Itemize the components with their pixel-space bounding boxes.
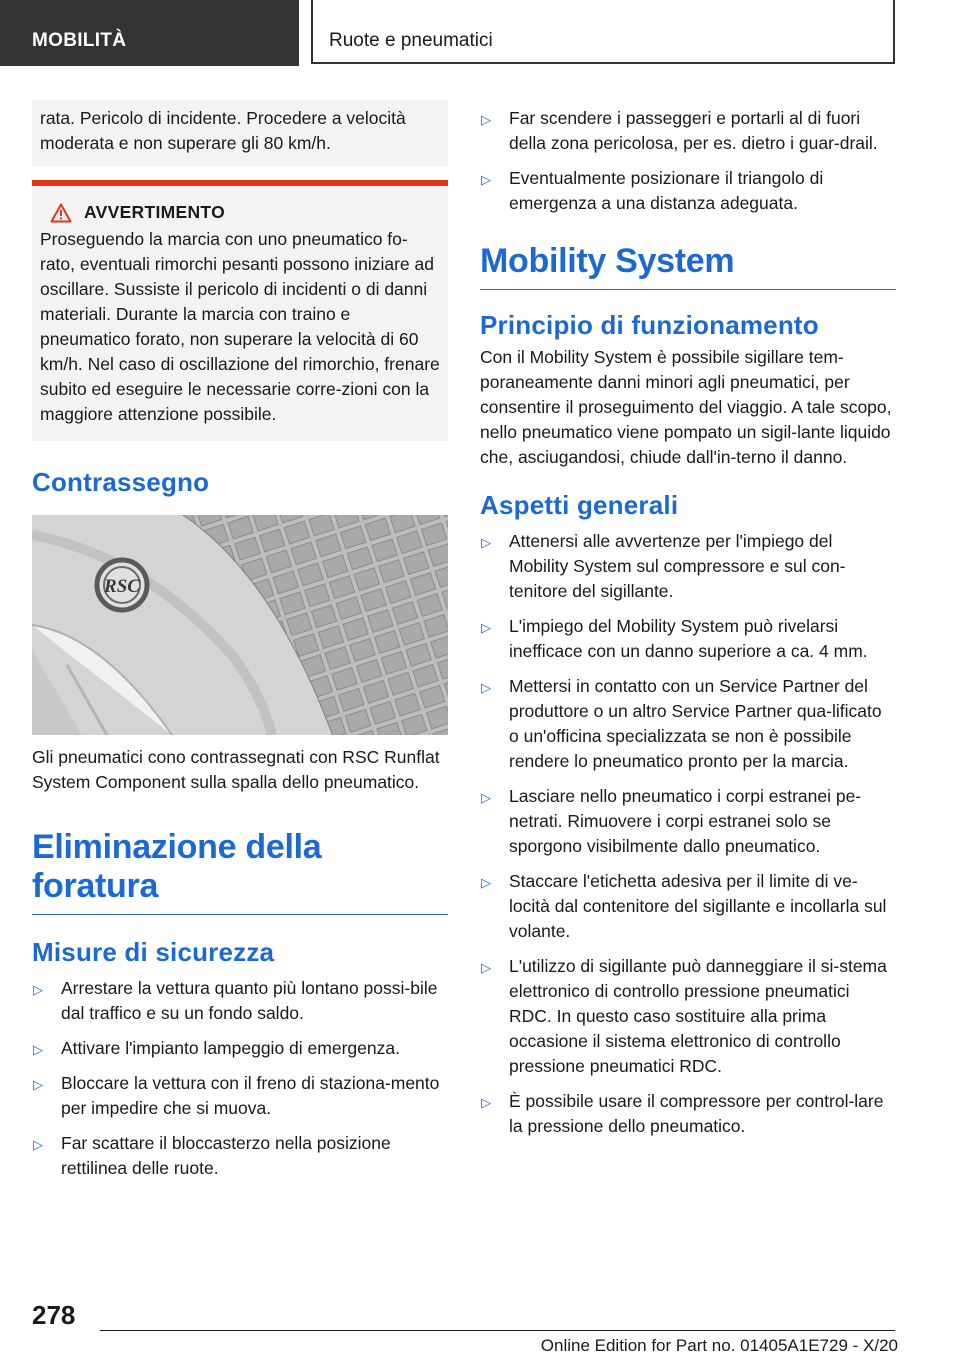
page-header — [0, 0, 960, 66]
right-column — [480, 106, 896, 1149]
triangle-bullet-icon: ▷ — [481, 790, 491, 805]
heading-contrassegno: Contrassegno — [32, 467, 210, 497]
list-item: ▷ Far scendere i passeggeri e portarli al di fuori della zona pericolosa, per es. dietro i guar‐drail. — [481, 108, 878, 153]
list-item: ▷ Lasciare nello pneumatico i corpi estranei pe‐netrati. Rimuovere i corpi estranei solo se sporgono visibilmente dallo pneumatico. — [481, 786, 862, 856]
footer-divider — [100, 1330, 895, 1331]
warning-text: Proseguendo la marcia con uno pneumatico fo‐rato, eventuali rimorchi pesanti possono iniziare ad oscillare. Sussiste il pericolo di incidenti o di danni materiali. Durante la marcia con traino e pneumatico forato, non superare la velocità di 60 km/h. Nel caso di oscillazione del rimorchio, frenare subito ed eseguire le necessarie corre‐zioni con la maggiore attenzione possibile. — [40, 229, 440, 424]
tire-sidewall-image — [32, 515, 448, 735]
triangle-bullet-icon: ▷ — [33, 1137, 43, 1152]
triangle-bullet-icon: ▷ — [481, 172, 491, 187]
warning-triangle-icon — [50, 203, 72, 223]
tire-illustration — [32, 515, 448, 735]
triangle-bullet-icon: ▷ — [481, 535, 491, 550]
warning-title-text: AVVERTIMENTO — [84, 202, 226, 222]
warning-title — [40, 200, 440, 225]
triangle-bullet-icon: ▷ — [481, 112, 491, 127]
continued-note-box — [32, 100, 448, 166]
list-item: ▷ Far scattare il bloccasterzo nella posizione rettilinea delle ruote. — [33, 1133, 391, 1178]
triangle-bullet-icon: ▷ — [33, 1042, 43, 1057]
left-column — [32, 100, 448, 1191]
list-item: ▷ Eventualmente posizionare il triangolo di emergenza a una distanza adeguata. — [481, 168, 824, 213]
page-number: 278 — [32, 1300, 76, 1330]
list-item: ▷ L'impiego del Mobility System può rivelarsi inefficace con un danno superiore a ca. 4 mm. — [481, 616, 868, 661]
list-item: ▷ È possibile usare il compressore per control‐lare la pressione dello pneumatico. — [481, 1091, 884, 1136]
list-item: ▷ L'utilizzo di sigillante può danneggiare il si‐stema elettronico di controllo pressione pneumatici RDC. In questo caso sostituire alla prima occasione il sistema elettronico di controllo pressione pneumatici RDC. — [481, 956, 887, 1076]
triangle-bullet-icon: ▷ — [33, 982, 43, 997]
heading-eliminazione-foratura: Eliminazione della foratura — [32, 828, 448, 915]
triangle-bullet-icon: ▷ — [481, 1095, 491, 1110]
image-caption: Gli pneumatici cono contrassegnati con RSC Runflat System Component sulla spalla dello pneumatico. — [32, 747, 440, 792]
footer-edition-text: Online Edition for Part no. 01405A1E729 - X/20 — [540, 1336, 898, 1355]
triangle-bullet-icon: ▷ — [33, 1077, 43, 1092]
triangle-bullet-icon: ▷ — [481, 680, 491, 695]
general-aspects-list — [480, 529, 896, 1139]
heading-principio-funzionamento: Principio di funzionamento — [480, 310, 819, 340]
triangle-bullet-icon: ▷ — [481, 960, 491, 975]
list-item: ▷ Attivare l'impianto lampeggio di emergenza. — [32, 1036, 448, 1061]
warning-box — [32, 180, 448, 441]
heading-mobility-system: Mobility System — [480, 242, 896, 290]
list-item: ▷ Bloccare la vettura con il freno di staziona‐mento per impedire che si muova. — [33, 1073, 440, 1118]
safety-measures-list — [32, 976, 448, 1181]
list-item: ▷ Attenersi alle avvertenze per l'impiego del Mobility System sul compressore e sul con‐tenitore del sigillante. — [481, 531, 846, 601]
heading-misure-sicurezza: Misure di sicurezza — [32, 937, 275, 967]
triangle-bullet-icon: ▷ — [481, 620, 491, 635]
list-item: ▷ Arrestare la vettura quanto più lontano possi‐bile dal traffico e su un fondo saldo. — [33, 978, 438, 1023]
triangle-bullet-icon: ▷ — [481, 875, 491, 890]
section-title: MOBILITÀ — [0, 0, 299, 66]
chapter-title: Ruote e pneumatici — [311, 0, 895, 64]
list-item: ▷ Mettersi in contatto con un Service Partner del produttore o un altro Service Partner qua‐lificato o un'officina specializzata se non è possibile rendere lo pneumatico pronto per la marcia. — [481, 676, 882, 771]
safety-measures-list-continued — [480, 106, 896, 216]
principio-text: Con il Mobility System è possibile sigillare tem‐poraneamente danni minori agli pneumatici, per consentire il proseguimento del viaggio. A tale scopo, nello pneumatico viene pompato un sigil‐lante liquido che, asciugandosi, chiude dall'in‐terno il danno. — [480, 347, 892, 467]
heading-aspetti-generali: Aspetti generali — [480, 490, 679, 520]
rsc-logo-text: RSC — [104, 576, 140, 597]
list-item: ▷ Staccare l'etichetta adesiva per il limite di ve‐locità dal contenitore del sigillante e incollarla sul volante. — [481, 871, 887, 941]
continued-note-text: rata. Pericolo di incidente. Procedere a velocità moderata e non superare gli 80 km/h. — [40, 108, 406, 153]
